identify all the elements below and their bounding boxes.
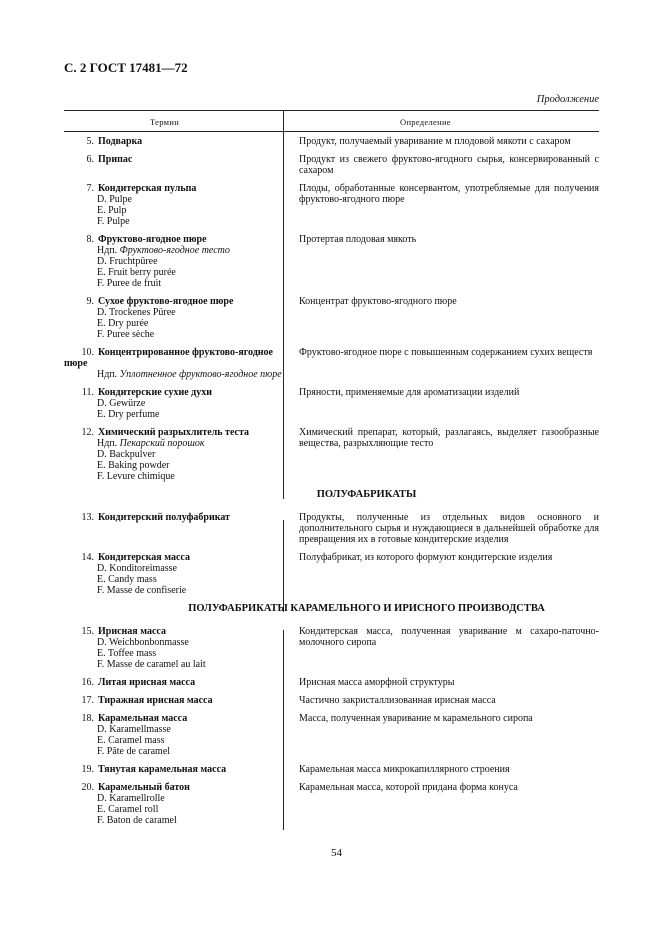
header-column-separator — [283, 110, 284, 131]
table-header-rule — [64, 131, 599, 132]
term-cell — [64, 764, 283, 775]
term-line — [64, 552, 283, 563]
foreign-equivalent: D. Karamellmasse — [97, 724, 171, 735]
continuation-label: Продолжение — [536, 94, 599, 105]
foreign-equivalent: D. Gewürze — [97, 398, 146, 409]
term-cell — [64, 626, 283, 670]
definition-cell: Карамельная масса микрокапиллярного строения — [299, 764, 510, 775]
term-cell — [64, 427, 283, 482]
term-name: Кондитерская пульпа — [98, 183, 197, 194]
term-entry — [64, 183, 599, 227]
term-line — [64, 234, 283, 245]
definition-cell: Протертая плодовая мякоть — [299, 234, 417, 245]
term-line — [64, 626, 283, 637]
term-cell — [64, 234, 283, 289]
foreign-equivalent: F. Levure chimique — [97, 471, 175, 482]
foreign-equivalent: E. Pulp — [97, 205, 127, 216]
term-line — [64, 296, 283, 307]
deprecated-term — [64, 369, 283, 380]
term-name: Кондитерские сухие духи — [98, 387, 212, 398]
foreign-equivalent: F. Puree de fruit — [97, 278, 162, 289]
definition-cell: Частично закристаллизованная ирисная масса — [299, 695, 496, 706]
term-name: Литая ирисная масса — [98, 677, 196, 688]
foreign-equivalent: D. Trockenes Püree — [97, 307, 176, 318]
term-line — [64, 183, 283, 194]
foreign-equivalent: F. Puree sèche — [97, 329, 155, 340]
term-cell — [64, 512, 283, 545]
deprecated-label: Ндп. — [97, 245, 118, 256]
deprecated-term — [64, 245, 283, 256]
term-entry — [64, 713, 599, 757]
section-heading-caramel-toffee: ПОЛУФАБРИКАТЫ КАРАМЕЛЬНОГО И ИРИСНОГО ПРОИЗВОДСТВА — [188, 603, 545, 614]
term-line — [64, 677, 283, 688]
term-number: 20. — [81, 782, 94, 793]
term-entry — [64, 782, 599, 826]
term-number: 11. — [81, 387, 94, 398]
definition-cell: Кондитерская масса, полученная уваривание м сахаро-паточно-молочного сиропа — [299, 626, 599, 648]
term-line — [64, 512, 283, 523]
definition-cell: Концентрат фруктово-ягодного пюре — [299, 296, 457, 307]
term-entry — [64, 234, 599, 289]
deprecated-term — [64, 438, 283, 449]
term-line — [64, 427, 283, 438]
term-number: 19. — [81, 764, 94, 775]
term-cell — [64, 552, 283, 596]
definition-cell: Полуфабрикат, из которого формуют кондитерские изделия — [299, 552, 553, 563]
term-name: Тиражная ирисная масса — [98, 695, 213, 706]
foreign-equivalent: D. Pulpe — [97, 194, 132, 205]
foreign-equivalent: E. Fruit berry purée — [97, 267, 176, 278]
term-entry — [64, 347, 599, 380]
term-name: Карамельная масса — [98, 713, 188, 724]
document-header: С. 2 ГОСТ 17481—72 — [64, 60, 188, 75]
term-entry — [64, 296, 599, 340]
term-number: 9. — [86, 296, 94, 307]
term-name: Тянутая карамельная масса — [98, 764, 227, 775]
term-name: Сухое фруктово-ягодное пюре — [98, 296, 234, 307]
term-entry — [64, 677, 599, 688]
term-number: 13. — [81, 512, 94, 523]
term-entries — [64, 136, 599, 833]
term-cell — [64, 782, 283, 826]
term-number: 12. — [81, 427, 94, 438]
term-name: Концентрированное фруктово-ягодное пюре — [64, 347, 273, 369]
foreign-equivalent: F. Masse de confiserie — [97, 585, 187, 596]
term-name: Ирисная масса — [98, 626, 166, 637]
term-line — [64, 387, 283, 398]
foreign-equivalent: D. Karamellrolle — [97, 793, 165, 804]
term-cell — [64, 695, 283, 706]
foreign-equivalent: E. Caramel mass — [97, 735, 165, 746]
term-name: Химический разрыхлитель теста — [98, 427, 249, 438]
definition-cell: Пряности, применяемые для ароматизации изделий — [299, 387, 520, 398]
term-line — [64, 713, 283, 724]
foreign-equivalent: F. Pâte de caramel — [97, 746, 171, 757]
term-cell — [64, 387, 283, 420]
term-name: Подварка — [98, 136, 143, 147]
foreign-equivalent: E. Toffee mass — [97, 648, 157, 659]
term-name: Фруктово-ягодное пюре — [98, 234, 207, 245]
deprecated-term-text: Уплотненное фруктово-ягодное пюре — [119, 369, 282, 380]
foreign-equivalent: E. Dry perfume — [97, 409, 160, 420]
term-entry — [64, 427, 599, 482]
term-number: 14. — [81, 552, 94, 563]
term-line — [64, 136, 283, 147]
term-entry — [64, 387, 599, 420]
term-number: 10. — [81, 347, 94, 358]
table-top-rule — [64, 110, 599, 111]
foreign-equivalent: E. Baking powder — [97, 460, 170, 471]
term-cell — [64, 347, 283, 380]
definition-cell: Фруктово-ягодное пюре с повышенным содержанием сухих веществ — [299, 347, 593, 358]
term-cell — [64, 154, 283, 176]
term-line — [64, 764, 283, 775]
term-cell — [64, 296, 283, 340]
term-entry — [64, 626, 599, 670]
term-name: Кондитерская масса — [98, 552, 190, 563]
definition-cell: Карамельная масса, которой придана форма конуса — [299, 782, 518, 793]
term-cell — [64, 713, 283, 757]
term-line — [64, 347, 283, 369]
term-number: 15. — [81, 626, 94, 637]
foreign-equivalent: E. Dry purée — [97, 318, 149, 329]
terms-group-general — [64, 136, 599, 482]
term-cell — [64, 136, 283, 147]
page-number: 54 — [331, 847, 342, 859]
deprecated-label: Ндп. — [97, 438, 118, 449]
term-entry — [64, 136, 599, 147]
term-line — [64, 695, 283, 706]
term-name: Карамельный батон — [98, 782, 190, 793]
definition-cell: Продукты, полученные из отдельных видов основного и дополнительного сырья и нуждающиеся в дальнейшей обработке для превращения их в готовые кондитерские изделия — [299, 512, 599, 545]
foreign-equivalent: F. Pulpe — [97, 216, 130, 227]
definition-cell: Масса, полученная уваривание м карамельного сиропа — [299, 713, 533, 724]
foreign-equivalent: F. Baton de caramel — [97, 815, 177, 826]
term-entry — [64, 552, 599, 596]
deprecated-label: Ндп. — [97, 369, 118, 380]
term-number: 17. — [81, 695, 94, 706]
term-cell — [64, 183, 283, 227]
term-entry — [64, 764, 599, 775]
term-cell — [64, 677, 283, 688]
definition-cell: Продукт из свежего фруктово-ягодного сырья, консервированный с сахаром — [299, 154, 599, 176]
section-heading-semi-products: ПОЛУФАБРИКАТЫ — [316, 489, 417, 500]
foreign-equivalent: D. Fruchtpüree — [97, 256, 158, 267]
term-number: 18. — [81, 713, 94, 724]
term-number: 16. — [81, 677, 94, 688]
term-entry — [64, 695, 599, 706]
definition-cell: Продукт, получаемый уваривание м плодовой мякоти с сахаром — [299, 136, 571, 147]
term-number: 7. — [86, 183, 94, 194]
terms-group-semi-products — [64, 512, 599, 596]
deprecated-term-text: Фруктово-ягодное тесто — [119, 245, 230, 256]
term-line — [64, 782, 283, 793]
foreign-equivalent: D. Weichbonbonmasse — [97, 637, 189, 648]
deprecated-term-text: Пекарский порошок — [119, 438, 205, 449]
column-header-term: Термин — [150, 117, 180, 127]
term-line — [64, 154, 283, 165]
term-number: 6. — [86, 154, 94, 165]
foreign-equivalent: E. Caramel roll — [97, 804, 159, 815]
definition-cell: Ирисная масса аморфной структуры — [299, 677, 455, 688]
foreign-equivalent: D. Backpulver — [97, 449, 156, 460]
term-name: Припас — [98, 154, 133, 165]
terms-group-caramel-toffee — [64, 626, 599, 826]
term-entry — [64, 512, 599, 545]
foreign-equivalent: F. Masse de caramel au lait — [97, 659, 206, 670]
term-entry — [64, 154, 599, 176]
term-number: 5. — [86, 136, 94, 147]
foreign-equivalent: E. Candy mass — [97, 574, 157, 585]
term-number: 8. — [86, 234, 94, 245]
column-header-definition: Определение — [400, 117, 451, 127]
term-name: Кондитерский полуфабрикат — [98, 512, 230, 523]
definition-cell: Плоды, обработанные консервантом, употребляемые для получения фруктово-ягодного пюре — [299, 183, 599, 205]
foreign-equivalent: D. Konditoreimasse — [97, 563, 177, 574]
definition-cell: Химический препарат, который, разлагаясь, выделяет газообразные вещества, разрыхляющие тесто — [299, 427, 599, 449]
